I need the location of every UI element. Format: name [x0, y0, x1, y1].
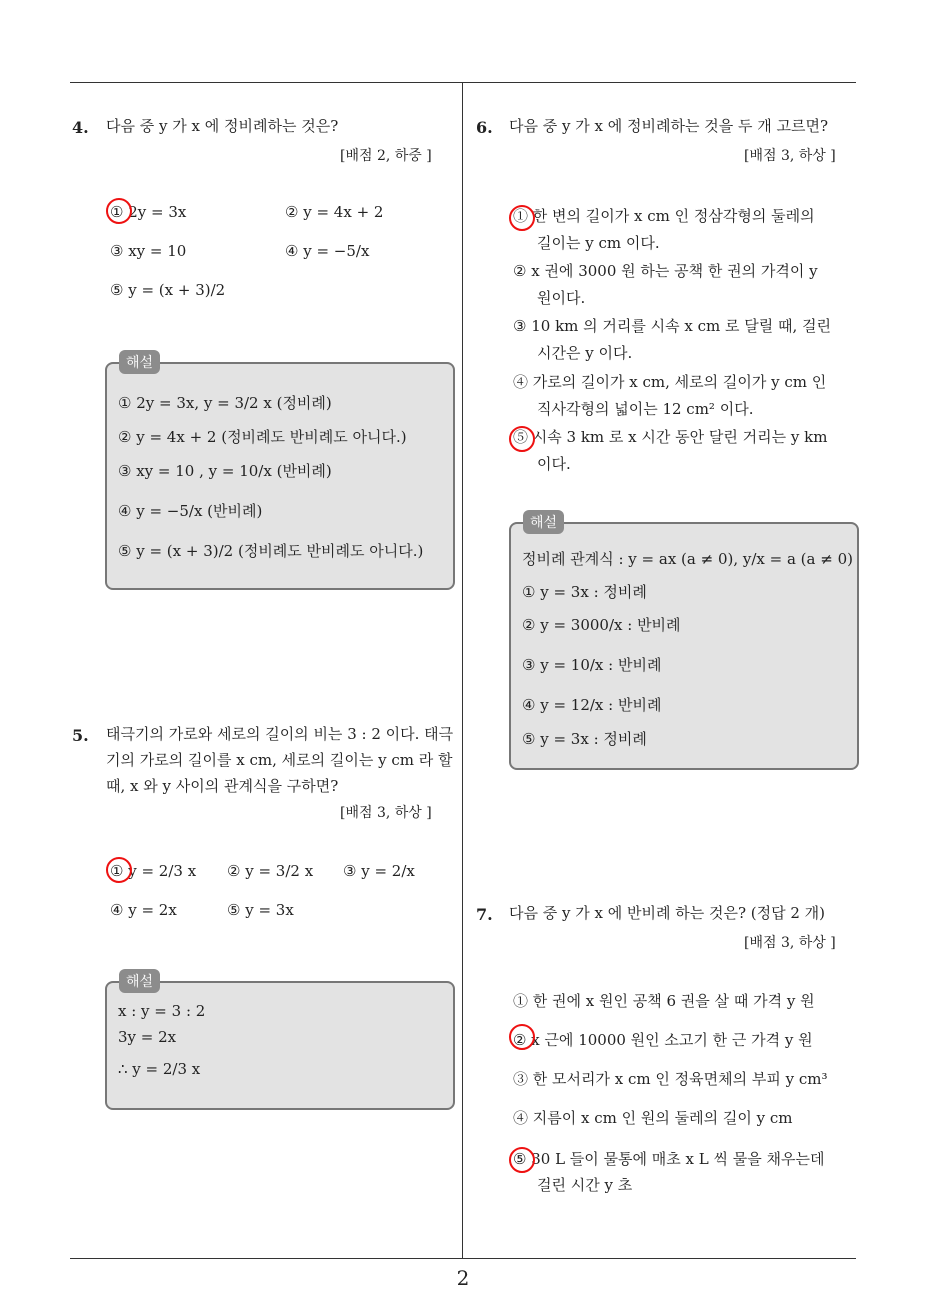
q6-question: 다음 중 y 가 x 에 정비례하는 것을 두 개 고르면? [509, 117, 828, 135]
q6-score: [배점 3, 하상 ] [744, 148, 836, 164]
answer-circle-icon [509, 205, 535, 231]
page-number: 2 [456, 1266, 470, 1290]
q6-solution-line: ② y = 3000/x : 반비례 [522, 616, 681, 634]
q5-solution-line: 3y = 2x [118, 1028, 177, 1046]
q7-number: 7. [476, 905, 493, 924]
top-rule [70, 82, 856, 83]
q6-solution-line: ⑤ y = 3x : 정비례 [522, 730, 647, 748]
q5-question-line: 태극기의 가로와 세로의 길이의 비는 3 : 2 이다. 태극 [106, 725, 454, 743]
answer-circle-icon [509, 1024, 535, 1050]
q5-solution-tag: 해설 [119, 969, 160, 993]
q6-solution-line: 정비례 관계식 : y = ax (a ≠ 0), y/x = a (a ≠ 0) [522, 550, 853, 568]
column-divider [462, 83, 463, 1259]
q4-number: 4. [72, 118, 89, 137]
q4-solution-line: ① 2y = 3x, y = 3/2 x (정비례) [118, 394, 332, 412]
bottom-rule [70, 1258, 856, 1259]
q5-option-5[interactable]: ⑤ y = 3x [227, 901, 294, 919]
q7-option-1[interactable]: ① 한 권에 x 원인 공책 6 권을 살 때 가격 y 원 [513, 992, 815, 1010]
q5-option-2[interactable]: ② y = 3/2 x [227, 862, 314, 880]
q5-option-4[interactable]: ④ y = 2x [110, 901, 177, 919]
q6-solution-line: ① y = 3x : 정비례 [522, 583, 647, 601]
q7-score: [배점 3, 하상 ] [744, 935, 836, 951]
q5-solution-line: x : y = 3 : 2 [118, 1002, 206, 1020]
q6-option-4[interactable]: ④ 가로의 길이가 x cm, 세로의 길이가 y cm 인 직사각형의 넓이는 12 cm² 이다. [513, 373, 827, 418]
q4-question: 다음 중 y 가 x 에 정비례하는 것은? [106, 117, 339, 135]
q7-question: 다음 중 y 가 x 에 반비례 하는 것은? (정답 2 개) [509, 904, 826, 922]
q5-solution-line: ∴ y = 2/3 x [118, 1060, 201, 1078]
q6-option-1[interactable]: ① 한 변의 길이가 x cm 인 정삼각형의 둘레의 길이는 y cm 이다. [513, 203, 815, 257]
q6-option-5[interactable]: ⑤ 시속 3 km 로 x 시간 동안 달린 거리는 y km 이다. [513, 424, 827, 478]
q6-option-2[interactable]: ② x 권에 3000 원 하는 공책 한 권의 가격이 y 원이다. [513, 262, 818, 307]
q5-option-1[interactable]: ① y = 2/3 x [110, 862, 196, 880]
q4-solution-line: ② y = 4x + 2 (정비례도 반비례도 아니다.) [118, 428, 407, 446]
q6-solution-line: ④ y = 12/x : 반비례 [522, 696, 662, 714]
answer-circle-icon [509, 1147, 535, 1173]
q6-solution-tag: 해설 [523, 510, 564, 534]
q4-solution-line: ③ xy = 10 , y = 10/x (반비례) [118, 462, 332, 480]
q4-option-4[interactable]: ④ y = −5/x [285, 242, 370, 260]
q6-option-3[interactable]: ③ 10 km 의 거리를 시속 x cm 로 달릴 때, 걸린 시간은 y 이다. [513, 317, 832, 362]
answer-circle-icon [509, 426, 535, 452]
q5-score: [배점 3, 하상 ] [340, 805, 432, 821]
q4-solution-tag: 해설 [119, 350, 160, 374]
q4-option-1[interactable]: ① 2y = 3x [110, 203, 186, 221]
q4-option-2[interactable]: ② y = 4x + 2 [285, 203, 384, 221]
q4-option-5[interactable]: ⑤ y = (x + 3)/2 [110, 281, 226, 299]
q7-option-3[interactable]: ③ 한 모서리가 x cm 인 정육면체의 부피 y cm³ [513, 1070, 828, 1088]
q4-solution-line: ⑤ y = (x + 3)/2 (정비례도 반비례도 아니다.) [118, 542, 424, 560]
q4-solution-line: ④ y = −5/x (반비례) [118, 502, 263, 520]
q5-question-line: 기의 가로의 길이를 x cm, 세로의 길이는 y cm 라 할 [106, 751, 453, 769]
q5-number: 5. [72, 726, 89, 745]
q5-question-line: 때, x 와 y 사이의 관계식을 구하면? [106, 777, 339, 795]
q6-number: 6. [476, 118, 493, 137]
q7-option-4[interactable]: ④ 지름이 x cm 인 원의 둘레의 길이 y cm [513, 1109, 793, 1127]
answer-circle-icon [106, 857, 132, 883]
q5-option-3[interactable]: ③ y = 2/x [343, 862, 415, 880]
q6-solution-line: ③ y = 10/x : 반비례 [522, 656, 662, 674]
q7-option-2[interactable]: ② x 근에 10000 원인 소고기 한 근 가격 y 원 [513, 1029, 813, 1050]
q4-score: [배점 2, 하중 ] [340, 148, 432, 164]
q4-option-3[interactable]: ③ xy = 10 [110, 242, 187, 260]
answer-circle-icon [106, 198, 132, 224]
q7-option-5[interactable]: ⑤ 30 L 들이 물통에 매초 x L 씩 물을 채우는데 걸린 시간 y 초 [513, 1146, 824, 1198]
